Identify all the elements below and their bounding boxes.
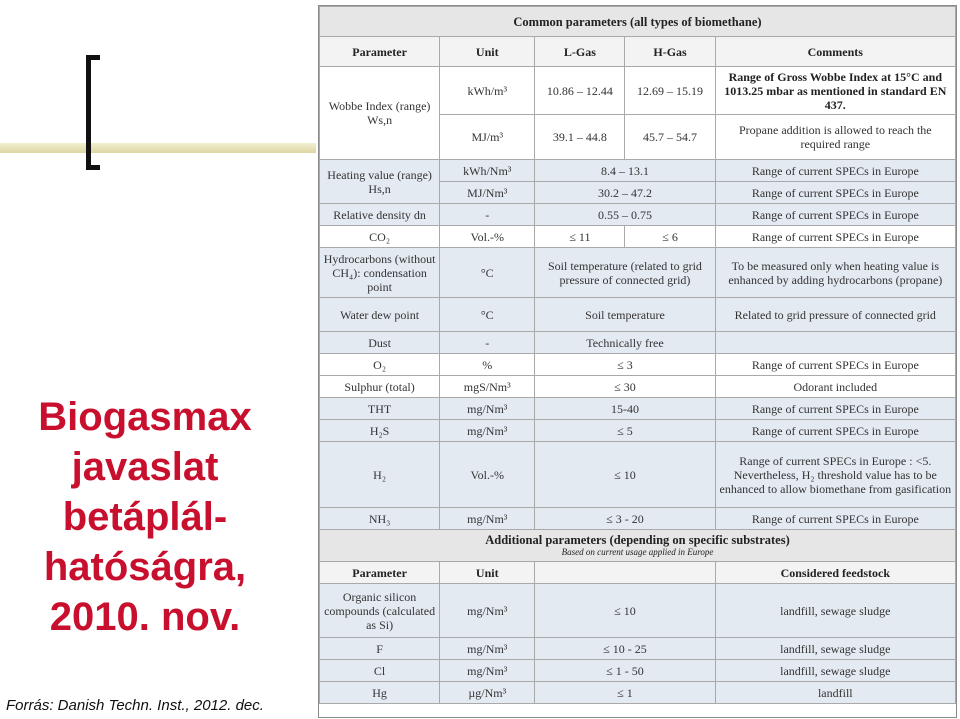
- param-cell: Dust: [320, 332, 440, 354]
- table-row: [320, 67, 956, 115]
- unit-cell: mg/Nm³: [440, 638, 535, 660]
- table-row: [320, 160, 956, 182]
- table-row: [320, 354, 956, 376]
- table-row: [320, 226, 956, 248]
- comment-cell: Range of Gross Wobbe Index at 15°C and 1013.25 mbar as mentioned in standard EN 437.: [715, 67, 955, 115]
- param-cell: F: [320, 638, 440, 660]
- param-cell: Cl: [320, 660, 440, 682]
- l-gas-cell: ≤ 11: [535, 226, 625, 248]
- unit-cell: MJ/Nm³: [440, 182, 535, 204]
- value-cell: ≤ 10: [535, 584, 715, 638]
- decorative-bracket: [86, 55, 100, 170]
- comment-cell: Related to grid pressure of connected grid: [715, 298, 955, 332]
- table-row: [320, 660, 956, 682]
- table-row: [320, 204, 956, 226]
- value-cell: ≤ 5: [535, 420, 715, 442]
- table-row: [320, 298, 956, 332]
- unit-cell: Vol.-%: [440, 442, 535, 508]
- table-row: [320, 420, 956, 442]
- value-cell: ≤ 1 - 50: [535, 660, 715, 682]
- title-line: betáplál-: [62, 495, 228, 539]
- unit-cell: Vol.-%: [440, 226, 535, 248]
- unit-cell: µg/Nm³: [440, 682, 535, 704]
- comment-cell: Range of current SPECs in Europe: [715, 354, 955, 376]
- col-header-h-gas: H-Gas: [625, 37, 715, 67]
- comment-cell: To be measured only when heating value is enhanced by adding hydrocarbons (propane): [715, 248, 955, 298]
- unit-cell: mg/Nm³: [440, 398, 535, 420]
- additional-subtitle-text: Based on current usage applied in Europe: [561, 547, 714, 557]
- parameter-table-image: [318, 5, 957, 718]
- col-header-parameter: Parameter: [320, 562, 440, 584]
- unit-cell: -: [440, 332, 535, 354]
- comment-cell: Range of current SPECs in Europe: [715, 160, 955, 182]
- param-cell: H₂: [320, 442, 440, 508]
- comment-cell: Odorant included: [715, 376, 955, 398]
- comment-cell: Range of current SPECs in Europe: [715, 420, 955, 442]
- common-section-header: [320, 7, 956, 37]
- unit-cell: mg/Nm³: [440, 420, 535, 442]
- param-cell: CO₂: [320, 226, 440, 248]
- feedstock-cell: landfill, sewage sludge: [715, 660, 955, 682]
- value-cell: ≤ 3 - 20: [535, 508, 715, 530]
- unit-cell: kWh/m³: [440, 67, 535, 115]
- unit-cell: mg/Nm³: [440, 584, 535, 638]
- table-row: [320, 398, 956, 420]
- comment-cell: Range of current SPECs in Europe: [715, 226, 955, 248]
- unit-cell: mgS/Nm³: [440, 376, 535, 398]
- col-header-feedstock: Considered feedstock: [715, 562, 955, 584]
- title-line: javaslat: [71, 445, 219, 489]
- value-cell: 8.4 – 13.1: [535, 160, 715, 182]
- value-cell: ≤ 10: [535, 442, 715, 508]
- col-header-unit: Unit: [440, 562, 535, 584]
- param-cell: THT: [320, 398, 440, 420]
- col-header-blank: [535, 562, 715, 584]
- param-cell: Hydrocarbons (without CH₄): condensation point: [320, 248, 440, 298]
- param-cell: NH₃: [320, 508, 440, 530]
- param-cell: Water dew point: [320, 298, 440, 332]
- param-cell: Hg: [320, 682, 440, 704]
- col-header-unit: Unit: [440, 37, 535, 67]
- value-cell: 30.2 – 47.2: [535, 182, 715, 204]
- value-cell: ≤ 1: [535, 682, 715, 704]
- comment-cell: Range of current SPECs in Europe: [715, 204, 955, 226]
- unit-cell: %: [440, 354, 535, 376]
- comment-cell: Range of current SPECs in Europe: [715, 182, 955, 204]
- parameter-table: [319, 6, 956, 704]
- table-row: [320, 442, 956, 508]
- l-gas-cell: 10.86 – 12.44: [535, 67, 625, 115]
- param-cell: Heating value (range) Hs,n: [320, 160, 440, 204]
- comment-cell: Range of current SPECs in Europe : <5. Nevertheless, H₂ threshold value has to be enhanced to allow biomethane from gasification: [715, 442, 955, 508]
- unit-cell: mg/Nm³: [440, 508, 535, 530]
- value-cell: ≤ 10 - 25: [535, 638, 715, 660]
- value-cell: Soil temperature: [535, 298, 715, 332]
- value-cell: ≤ 3: [535, 354, 715, 376]
- unit-cell: kWh/Nm³: [440, 160, 535, 182]
- unit-cell: °C: [440, 248, 535, 298]
- feedstock-cell: landfill, sewage sludge: [715, 638, 955, 660]
- additional-section-header: [320, 530, 956, 562]
- decorative-bar: [0, 143, 316, 153]
- title-line: Biogasmax: [38, 395, 252, 439]
- additional-section-title: [320, 530, 956, 562]
- table-row: [320, 682, 956, 704]
- additional-header-row: [320, 562, 956, 584]
- common-section-title: Common parameters (all types of biomethane): [320, 7, 956, 37]
- table-row: [320, 638, 956, 660]
- table-row: [320, 248, 956, 298]
- comment-cell: Range of current SPECs in Europe: [715, 508, 955, 530]
- value-cell: Soil temperature (related to grid pressure of connected grid): [535, 248, 715, 298]
- col-header-parameter: Parameter: [320, 37, 440, 67]
- unit-cell: -: [440, 204, 535, 226]
- unit-cell: mg/Nm³: [440, 660, 535, 682]
- source-note: Forrás: Danish Techn. Inst., 2012. dec.: [6, 697, 264, 714]
- l-gas-cell: 39.1 – 44.8: [535, 115, 625, 160]
- col-header-comments: Comments: [715, 37, 955, 67]
- feedstock-cell: landfill, sewage sludge: [715, 584, 955, 638]
- value-cell: Technically free: [535, 332, 715, 354]
- table-row: [320, 508, 956, 530]
- table-row: [320, 376, 956, 398]
- title-line: hatóságra,: [43, 545, 247, 589]
- h-gas-cell: 45.7 – 54.7: [625, 115, 715, 160]
- h-gas-cell: ≤ 6: [625, 226, 715, 248]
- param-cell: Relative density dn: [320, 204, 440, 226]
- title-line: 2010. nov.: [49, 595, 241, 639]
- slide-title: [0, 392, 290, 642]
- value-cell: 0.55 – 0.75: [535, 204, 715, 226]
- table-row: [320, 332, 956, 354]
- table-row: [320, 584, 956, 638]
- additional-title-text: Additional parameters (depending on specific substrates): [485, 533, 790, 547]
- column-header-row: [320, 37, 956, 67]
- comment-cell: Propane addition is allowed to reach the required range: [715, 115, 955, 160]
- param-cell: O₂: [320, 354, 440, 376]
- comment-cell: Range of current SPECs in Europe: [715, 398, 955, 420]
- param-cell: H₂S: [320, 420, 440, 442]
- value-cell: 15-40: [535, 398, 715, 420]
- col-header-l-gas: L-Gas: [535, 37, 625, 67]
- comment-cell: [715, 332, 955, 354]
- h-gas-cell: 12.69 – 15.19: [625, 67, 715, 115]
- param-cell: Sulphur (total): [320, 376, 440, 398]
- feedstock-cell: landfill: [715, 682, 955, 704]
- unit-cell: MJ/m³: [440, 115, 535, 160]
- unit-cell: °C: [440, 298, 535, 332]
- param-cell: Wobbe Index (range) Ws,n: [320, 67, 440, 160]
- value-cell: ≤ 30: [535, 376, 715, 398]
- param-cell: Organic silicon compounds (calculated as Si): [320, 584, 440, 638]
